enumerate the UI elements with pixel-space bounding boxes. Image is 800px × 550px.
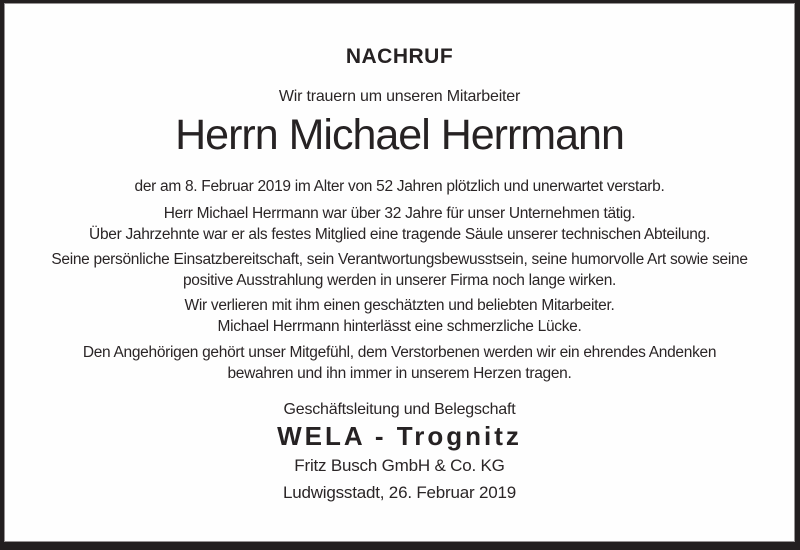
intro-line: Wir trauern um unseren Mitarbeiter xyxy=(278,88,521,105)
obituary-paragraph xyxy=(5,342,794,384)
obituary-line: Über Jahrzehnte war er als festes Mitglied eine tragende Säule unserer technischen Abteilung. xyxy=(89,226,710,243)
company-legal-name: Fritz Busch GmbH & Co. KG xyxy=(294,456,505,475)
obituary-paragraph xyxy=(5,295,794,337)
deceased-name: Herrn Michael Herrmann xyxy=(175,111,624,159)
obituary-line: Seine persönliche Einsatzbereitschaft, sein Verantwortungsbewusstsein, seine humorvolle Art sowie seine xyxy=(51,251,748,268)
obituary-line: Herr Michael Herrmann war über 32 Jahre für unser Unternehmen tätig. xyxy=(163,205,636,222)
obituary-line: der am 8. Februar 2019 im Alter von 52 Jahren plötzlich und unerwartet verstarb. xyxy=(134,178,665,195)
obituary-line: bewahren und ihn immer in unserem Herzen tragen. xyxy=(227,365,572,382)
signature-from: Geschäftsleitung und Belegschaft xyxy=(283,401,516,418)
obituary-page xyxy=(4,3,795,542)
obituary-paragraph xyxy=(5,249,794,291)
obituary-paragraph xyxy=(5,203,794,245)
company-name: WELA - Trognitz xyxy=(277,421,522,451)
obituary-line: Michael Herrmann hinterlässt eine schmerzliche Lücke. xyxy=(217,318,582,335)
place-and-date: Ludwigsstadt, 26. Februar 2019 xyxy=(282,483,517,502)
obituary-line: Wir verlieren mit ihm einen geschätzten und beliebten Mitarbeiter. xyxy=(184,297,615,314)
obituary-line: Den Angehörigen gehört unser Mitgefühl, dem Verstorbenen werden wir ein ehrendes Andenken xyxy=(82,344,717,361)
obituary-paragraph xyxy=(5,176,794,197)
page-title: NACHRUF xyxy=(345,45,454,68)
obituary-line: positive Ausstrahlung werden in unserer Firma noch lange wirken. xyxy=(182,272,617,289)
